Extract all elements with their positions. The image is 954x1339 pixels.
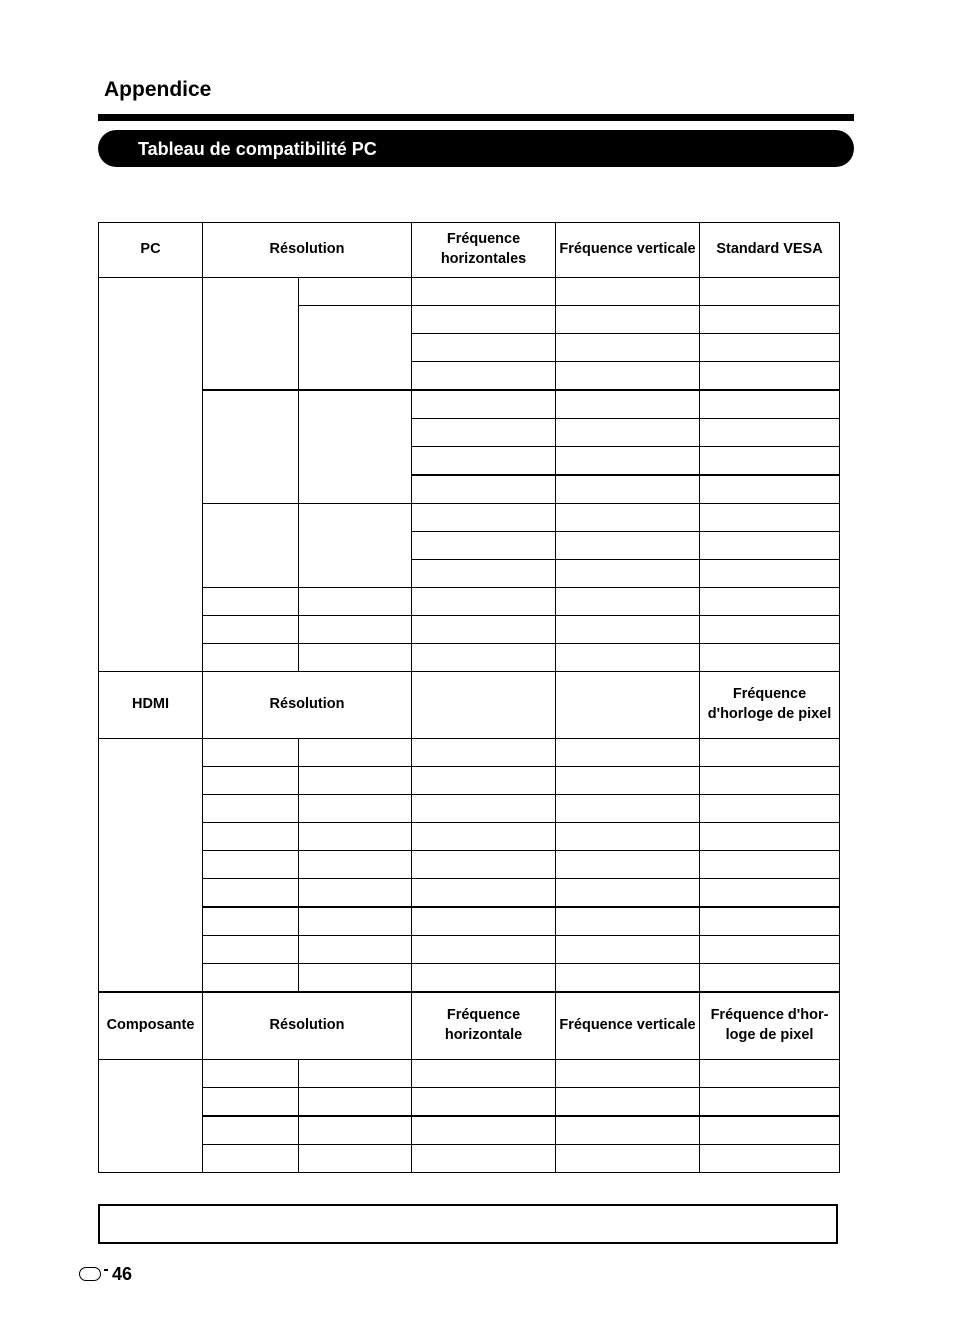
table-row — [99, 1060, 840, 1088]
table-cell — [556, 907, 700, 936]
table-cell — [203, 879, 299, 908]
table-row — [99, 1116, 840, 1145]
page-heading: Appendice — [104, 78, 212, 101]
table-row — [99, 964, 840, 993]
table-cell — [299, 964, 412, 993]
hdmi-header-row — [99, 672, 840, 739]
table-cell — [412, 334, 556, 362]
table-cell — [299, 644, 412, 672]
page-number-dash — [104, 1269, 108, 1271]
table-cell — [203, 616, 299, 644]
table-cell — [412, 447, 556, 476]
table-cell — [412, 504, 556, 532]
table-cell — [700, 907, 840, 936]
table-cell — [700, 936, 840, 964]
table-row — [99, 851, 840, 879]
table-cell — [299, 823, 412, 851]
table-cell — [203, 767, 299, 795]
table-cell — [556, 739, 700, 767]
note-box — [98, 1204, 838, 1244]
table-cell — [412, 419, 556, 447]
table-cell — [203, 1145, 299, 1173]
table-cell — [203, 795, 299, 823]
table-cell — [203, 390, 299, 504]
table-cell — [299, 1145, 412, 1173]
table-cell — [299, 1060, 412, 1088]
table-cell — [203, 907, 299, 936]
table-cell — [700, 644, 840, 672]
table-cell — [556, 879, 700, 908]
table-cell — [556, 419, 700, 447]
table-cell — [556, 851, 700, 879]
page-footer — [79, 1263, 132, 1285]
pc-vesa-header: Standard VESA — [700, 223, 840, 278]
table-cell — [700, 362, 840, 391]
table-cell — [203, 936, 299, 964]
table-cell — [412, 644, 556, 672]
pc-freq-v-header: Fréquence verticale — [556, 223, 700, 278]
language-oval-icon — [79, 1267, 101, 1281]
table-cell — [412, 1088, 556, 1117]
table-cell — [412, 907, 556, 936]
table-cell — [556, 504, 700, 532]
page-number: 46 — [112, 1263, 133, 1284]
table-row — [99, 823, 840, 851]
table-cell — [412, 1145, 556, 1173]
table-cell — [556, 475, 700, 504]
table-cell — [299, 504, 412, 588]
table-cell — [412, 306, 556, 334]
table-cell — [700, 306, 840, 334]
table-cell — [412, 616, 556, 644]
table-cell — [203, 644, 299, 672]
table-cell — [700, 532, 840, 560]
table-cell — [412, 560, 556, 588]
hdmi-resolution-header: Résolution — [203, 672, 412, 739]
hdmi-group-cell — [99, 739, 203, 993]
table-cell — [203, 1060, 299, 1088]
table-cell — [700, 851, 840, 879]
table-row — [99, 739, 840, 767]
table-row — [99, 616, 840, 644]
table-cell — [556, 936, 700, 964]
table-cell — [412, 1116, 556, 1145]
table-cell — [700, 767, 840, 795]
table-cell — [700, 1116, 840, 1145]
table-cell — [556, 532, 700, 560]
hdmi-header-cell: HDMI — [99, 672, 203, 739]
table-row — [99, 907, 840, 936]
table-cell — [700, 588, 840, 616]
component-pixel-clock-header: Fréquence d'hor-loge de pixel — [700, 992, 840, 1060]
table-cell — [556, 588, 700, 616]
section-title: Tableau de compatibilité PC — [138, 139, 377, 159]
table-cell — [412, 823, 556, 851]
table-row — [99, 936, 840, 964]
table-cell — [556, 644, 700, 672]
table-row — [99, 644, 840, 672]
table-cell — [700, 334, 840, 362]
table-row — [99, 1088, 840, 1117]
compatibility-table — [98, 222, 840, 1173]
table-cell — [412, 475, 556, 504]
table-cell — [556, 795, 700, 823]
table-cell — [203, 739, 299, 767]
component-header-cell: Composante — [99, 992, 203, 1060]
table-cell — [556, 823, 700, 851]
table-cell — [556, 447, 700, 476]
table-cell — [700, 278, 840, 306]
table-cell — [203, 504, 299, 588]
table-cell — [412, 767, 556, 795]
component-resolution-header: Résolution — [203, 992, 412, 1060]
table-row — [99, 504, 840, 532]
table-cell — [412, 795, 556, 823]
pc-freq-h-header: Fréquence horizontales — [412, 223, 556, 278]
table-cell — [412, 390, 556, 419]
heading-rule — [98, 114, 854, 121]
component-header-row — [99, 992, 840, 1060]
table-cell — [412, 532, 556, 560]
table-cell — [203, 964, 299, 993]
table-cell — [556, 1116, 700, 1145]
table-cell — [556, 278, 700, 306]
table-cell — [556, 1088, 700, 1117]
section-title-bar — [98, 130, 854, 167]
table-cell — [556, 1060, 700, 1088]
hdmi-col4-header — [556, 672, 700, 739]
table-cell — [203, 823, 299, 851]
table-cell — [700, 504, 840, 532]
table-cell — [299, 767, 412, 795]
table-cell — [203, 851, 299, 879]
table-cell — [299, 1088, 412, 1117]
table-cell — [700, 419, 840, 447]
table-cell — [700, 964, 840, 993]
table-row — [99, 1145, 840, 1173]
table-row — [99, 390, 840, 419]
table-cell — [299, 907, 412, 936]
table-cell — [299, 278, 412, 306]
table-cell — [700, 1060, 840, 1088]
table-row — [99, 795, 840, 823]
table-cell — [700, 560, 840, 588]
table-cell — [556, 1145, 700, 1173]
table-cell — [700, 616, 840, 644]
table-cell — [700, 739, 840, 767]
table-row — [99, 588, 840, 616]
table-cell — [700, 475, 840, 504]
table-cell — [203, 1088, 299, 1117]
table-cell — [299, 739, 412, 767]
table-cell — [412, 1060, 556, 1088]
table-cell — [556, 616, 700, 644]
table-cell — [299, 616, 412, 644]
table-cell — [203, 1116, 299, 1145]
table-cell — [412, 362, 556, 391]
table-cell — [299, 936, 412, 964]
pc-group-cell — [99, 278, 203, 672]
table-cell — [412, 739, 556, 767]
table-cell — [556, 334, 700, 362]
table-cell — [412, 588, 556, 616]
table-cell — [203, 278, 299, 391]
table-cell — [412, 851, 556, 879]
table-cell — [299, 588, 412, 616]
table-row — [99, 278, 840, 306]
pc-header-row — [99, 223, 840, 278]
table-cell — [203, 588, 299, 616]
table-cell — [299, 1116, 412, 1145]
table-cell — [700, 795, 840, 823]
table-cell — [700, 879, 840, 908]
table-cell — [412, 964, 556, 993]
table-cell — [299, 851, 412, 879]
component-group-cell — [99, 1060, 203, 1173]
table-cell — [299, 306, 412, 391]
table-row — [99, 879, 840, 908]
table-cell — [299, 795, 412, 823]
table-cell — [556, 390, 700, 419]
table-cell — [556, 306, 700, 334]
table-cell — [700, 390, 840, 419]
hdmi-pixel-clock-header: Fréquence d'horloge de pixel — [700, 672, 840, 739]
table-cell — [700, 823, 840, 851]
table-cell — [299, 390, 412, 504]
table-cell — [556, 362, 700, 391]
component-freq-h-header: Fréquence horizontale — [412, 992, 556, 1060]
hdmi-col3-header — [412, 672, 556, 739]
table-cell — [412, 936, 556, 964]
component-freq-v-header: Fréquence verticale — [556, 992, 700, 1060]
table-cell — [556, 964, 700, 993]
table-cell — [700, 1088, 840, 1117]
table-cell — [412, 879, 556, 908]
table-cell — [412, 278, 556, 306]
table-row — [99, 767, 840, 795]
table-cell — [556, 767, 700, 795]
table-cell — [556, 560, 700, 588]
pc-resolution-header: Résolution — [203, 223, 412, 278]
table-cell — [700, 447, 840, 476]
pc-header-cell: PC — [99, 223, 203, 278]
table-cell — [299, 879, 412, 908]
table-cell — [700, 1145, 840, 1173]
